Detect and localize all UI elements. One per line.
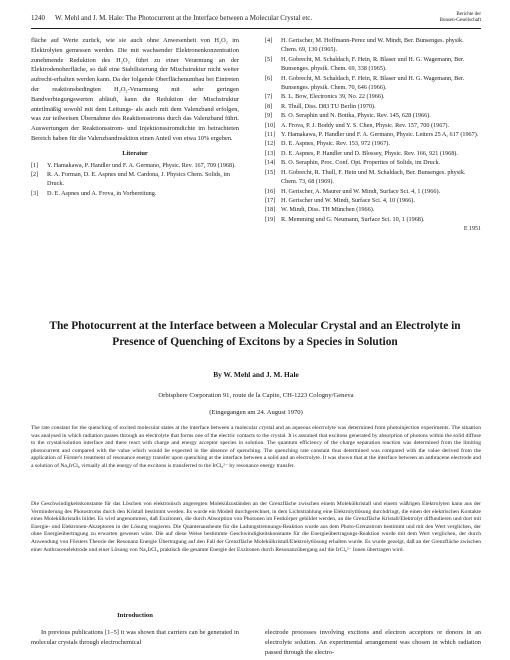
reference-number: [11] <box>265 131 276 139</box>
journal-name <box>440 12 481 23</box>
reference-text: R. Thull, Diss. D83 TU Berlin (1970). <box>281 102 376 110</box>
editorial-reference: E 1951 <box>463 226 481 233</box>
header-rule <box>31 28 481 29</box>
literature-heading: Literatur <box>122 149 148 157</box>
reference-item <box>265 205 481 214</box>
reference-text: B. O. Seraphin und N. Bottka, Physic. Rev. 145, 628 (1966). <box>281 112 431 120</box>
running-title: W. Mehl and J. M. Hale: The Photocurrent at the Interface between a Molecular Crystal etc. <box>55 14 313 22</box>
author-affiliation: Orbisphere Corporation 91, route de la Capite, CH-1223 Cologny/Geneva <box>158 392 354 399</box>
abstract-german: Die Geschwindigkeitskonstante für das Löschen von elektronisch angeregten Molekülzuständen an der Grenzfläche zwischen einem Molekülkristall und einem wäßrigen Elektrolyten kann aus der Verminderung des Photostroms durch den Kristall bestimmt werden. Es wurde ein Modell durchgerechnet, in dem Lichtstrahlung eine Elektrolytlösung durchdringt, die einen der elektrischen Kontakte eines Molekülkristalls bildet. Es wird angenommen, daß Exzitonen, die durch Absorption von Photonen im Festkörper gebildet werden, an die Grenzfläche Kristall/Elektrolyt diffundieren und dort mit Energie- und Elektronen-Akzeptoren in der Lösung reagieren. Die Quantenausbeute für die Ladungstrennungs-Reaktion wurde aus dem Photo-Grenzstrom bestimmt und mit den Wert verglichen, der ohne Energieübertragung zu erwarten gewesen wäre. Die auf diese Weise bestimmte Geschwindigkeitskonstante für die Energieübertragungs-Reaktion wurde mit dem Wert verglichen, der durch Anwendung von Försters Theorie der Resonanz Energie Übertragung auf den Fall der Grenzfläche Molekülkristall/Elektrolytlösung erhalten wurde. Es wurde gezeigt, daß an der Grenzfläche zwischen einer Anthracenelektrode und einer Lösung von Na₂IrCl₆ praktisch die gesamte Energie der Exzitonen durch Resonanzübergang auf die IrCl₆²⁻ Ionen übertragen wird. <box>31 501 481 553</box>
reference-number: [8] <box>265 102 273 110</box>
reference-number: [18] <box>265 206 276 214</box>
reference-item <box>265 121 481 130</box>
reference-text: D. E. Aspnes und A. Frova, in Vorbereitung. <box>47 189 157 197</box>
reference-item <box>265 111 481 120</box>
reference-text: R. Memming und G. Neumann, Surface Sci. 10, 1 (1968). <box>281 215 425 223</box>
reference-number: [17] <box>265 196 276 204</box>
left-column <box>31 36 239 198</box>
reference-number: [5] <box>265 55 273 63</box>
reference-item <box>265 149 481 158</box>
journal-line-2: Bunsen-Gesellschaft <box>439 17 481 23</box>
article-authors: By W. Mehl and J. M. Hale <box>213 370 299 379</box>
reference-item <box>31 161 239 170</box>
reference-number: [4] <box>265 37 273 44</box>
page-number: 1240 <box>31 14 45 22</box>
reference-text: H. Gobrecht, R. Thull, F. Hein und M. Schaldach, Ber. Bunsenges. physik. Chem. 73, 68 (1969). <box>281 168 466 186</box>
received-date: (Eingegangen am 24. August 1970) <box>209 409 303 416</box>
reference-text: W. Mindt, Diss. TH München (1966). <box>281 206 375 214</box>
reference-number: [19] <box>265 215 276 223</box>
reference-text: H. Gobrecht, M. Schaldach, F. Hein, R. Blaser und H. G. Wagemann, Ber. Bunsenges. physik. Chem. 70, 646 (1966). <box>281 74 465 92</box>
reference-item <box>265 74 481 93</box>
reference-number: [16] <box>265 187 276 195</box>
reference-number: [3] <box>31 189 39 197</box>
reference-number: [2] <box>31 170 39 178</box>
reference-number: [9] <box>265 112 273 120</box>
reference-text: H. Gerischer, A. Maurer und W. Mindt, Surface Sci. 4, 1 (1966). <box>281 187 441 195</box>
reference-list-right <box>265 36 481 224</box>
reference-text: B. L. Bow, Electronics 39, No. 22 (1966). <box>281 93 385 101</box>
reference-item <box>265 92 481 101</box>
reference-number: [12] <box>265 140 276 148</box>
running-header <box>31 14 481 28</box>
journal-line-1: Berichte der <box>456 12 481 17</box>
introduction-heading: Introduction <box>117 612 153 619</box>
reference-item <box>265 158 481 167</box>
reference-number: [13] <box>265 149 276 157</box>
reference-text: A. Frova, P. J. Boddy und Y. S. Chen, Physic. Rev. 157, 700 (1967). <box>281 121 450 129</box>
reference-list-left <box>31 161 239 199</box>
reference-item <box>265 215 481 224</box>
reference-number: [1] <box>31 161 39 169</box>
reference-item <box>265 168 481 187</box>
reference-item <box>265 102 481 111</box>
right-column <box>265 36 481 235</box>
reference-text: B. O. Seraphin, Proc. Conf. Opt. Properties of Solids, im Druck. <box>281 159 441 167</box>
reference-text: Y. Hamakawa, P. Handler und F. A. Germano, Physic. Rev. 167, 709 (1968). <box>47 161 236 169</box>
reference-item <box>265 55 481 74</box>
reference-text: D. E. Aspnes, P. Handler und D. Blossey, Physic. Rev. 166, 921 (1968). <box>281 149 458 157</box>
reference-item <box>265 196 481 205</box>
reference-number: [6] <box>265 74 273 82</box>
reference-number: [15] <box>265 168 276 176</box>
reference-item <box>31 189 239 198</box>
reference-item <box>31 170 239 189</box>
article-title: The Photocurrent at the Interface between a Molecular Crystal and an Electrolyte in Presence of Quenching of Excitons by a Species in Solution <box>49 320 461 348</box>
introduction-text-right: electrode processes involving excitons and electron acceptors or donors in an electrolyte solution. An experimental arrangement was chosen in which radiation passed through the electro- <box>265 629 481 656</box>
reference-number: [14] <box>265 159 276 167</box>
abstract-english: The rate constant for the quenching of excited molecular states at the interface between a molecular crystal and an aqueous electrolyte was determined from photoinjection experiments. The situation was analysed in which radiation passes through an electrolyte that forms one of the electric contacts to the crystal. It is assumed that excitons generated by absorption of photons within the solid diffuse to the crystal/solution interface and there react with charge and energy acceptor species in solution. The quantum efficiency of the charge separation reaction was determined from the limiting photocurrent and compared with the value which would be expected in the absence of quenching. The quenching rate constant thus determined was compared with the value derived from the application of Förster's treatment of resonance energy transfer upon quenching at the interface between a solid and an electrolyte. It was shown that at the interface between an anthracene electrode and a solution of Na₂IrCl₆ virtually all the energy of the excitons is transferred to the IrCl₆²⁻ by resonance energy transfer. <box>31 425 481 469</box>
continued-paragraph: fläche auf Werte zurück, wie sie auch ohne Anwesenheit von H₂O₂ im Elektrolyten gemessen werden. Die mit wachsender Elektronenkonzentration zunehmende Reduktion des H₂O₂ führt zu einer Verarmung an der Elektrodenoberfläche, so daß eine Stabilisierung der Mischstruktur nicht weiter aufrecht-erhalten werden kann. Da der folgende Oberflächenumbau bei Eintreten der reaktionsbedingten H₂O₂-Verarmung mit sehr geringen Bandverbiegungswerten abläuft, kann die Reduktion der Mischstruktur anteilmäßig sowohl mit dem Leitungs- als auch mit dem Valenzband erfolgen, was zur teilweisen Übernahme des Reaktionsstroms durch das Valenzband führt. Auswertungen der Reaktionsstrom- und Injektionsstromdichte im betrachteten Bereich haben für die Valenzbandreaktion einen Anteil von etwa 10% ergeben. <box>31 37 239 142</box>
reference-text: Y. Hamakawa, P. Handler und F. A. Germano, Physic. Letters 25 A, 617 (1967). <box>281 131 479 139</box>
reference-number: [10] <box>265 121 276 129</box>
reference-text: H. Gobrecht, M. Schaldach, F. Hein, R. Blaser und H. G. Wagemann, Ber. Bunsenges. physik. Chem. 69, 338 (1965). <box>281 55 465 73</box>
reference-text: H. Gerischer, M. Hoffmann-Perez und W. Mindt, Ber. Bunsenges. physik. Chem. 69, 130 (1965). <box>281 37 464 54</box>
reference-item <box>265 130 481 139</box>
reference-text: D. E. Aspnes, Physic. Rev. 153, 972 (1967). <box>281 140 390 148</box>
reference-text: H. Gerischer und W. Mindt, Surface Sci. 4, 10 (1966). <box>281 196 415 204</box>
reference-item <box>265 36 481 55</box>
reference-item <box>265 187 481 196</box>
reference-text: R. A. Forman, D. E. Aspnes und M. Cardona, J. Physics Chem. Solids, im Druck. <box>47 170 231 188</box>
reference-number: [7] <box>265 93 273 101</box>
introduction-text-left: In previous publications [1–5] it was shown that carriers can be generated in molecular crystals through electrochemical <box>31 629 239 646</box>
reference-item <box>265 139 481 148</box>
